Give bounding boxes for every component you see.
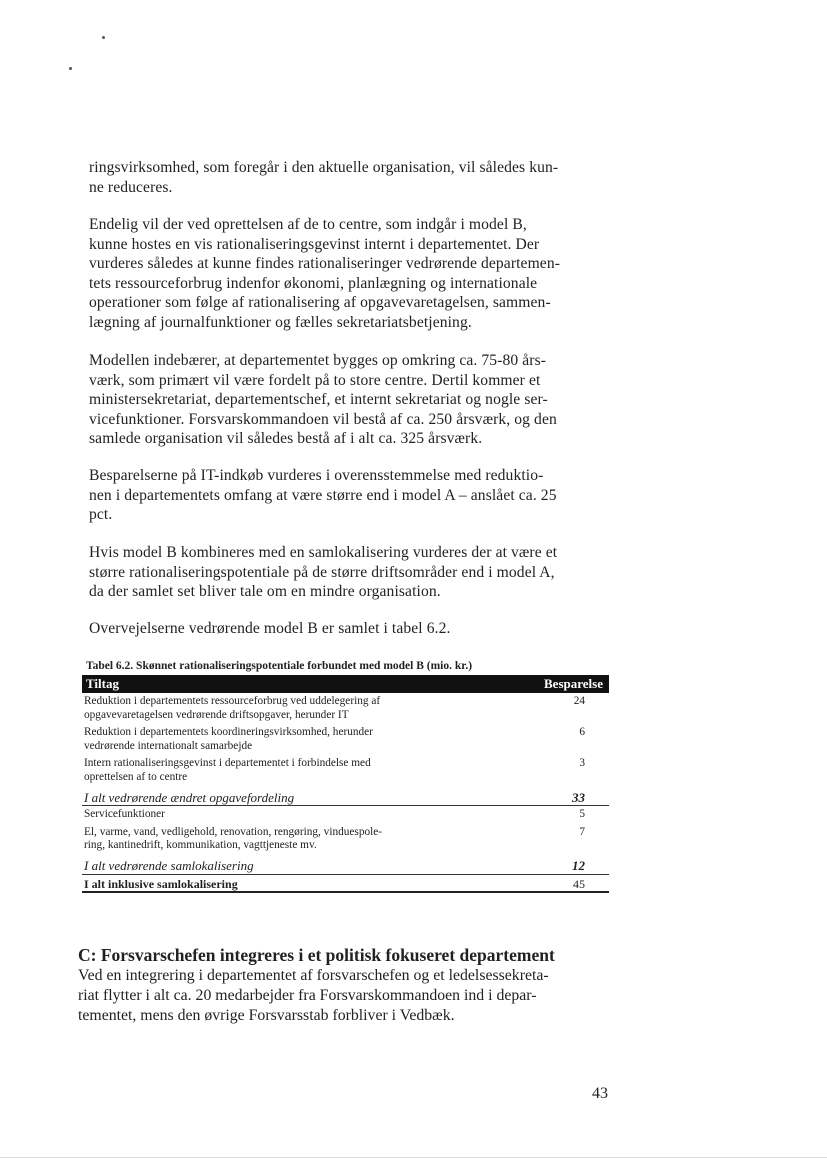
paragraph-2 [89, 215, 615, 333]
text-line: større rationaliseringspotentiale på de større driftsområder end i model A, [89, 563, 555, 581]
text-line: lægning af journalfunktioner og fælles sekretariatsbetjening. [89, 313, 472, 331]
row-value: 12 [499, 855, 609, 874]
text-line: tementet, mens den øvrige Forsvarsstab forbliver i Vedbæk. [78, 1007, 455, 1024]
row-label-line: Servicefunktioner [84, 808, 165, 821]
text-line: Ved en integrering i departementet af forsvarschefen og et ledelsessekreta- [78, 967, 549, 984]
row-label [82, 806, 499, 824]
row-label-line: opgavevaretagelsen vedrørende driftsopgaver, herunder IT [84, 708, 349, 721]
scan-speck [69, 67, 72, 70]
text-line: ministersekretariat, departementschef, et internt sekretariat og nogle ser- [89, 391, 548, 409]
row-label-line: vedrørende internationalt samarbejde [84, 739, 253, 752]
table-row [82, 806, 609, 824]
text-line: nen i departementets omfang at være større end i model A – anslået ca. 25 [89, 486, 557, 504]
row-label-line: ring, kantinedrift, kommunikation, vagttjeneste mv. [84, 839, 317, 852]
text-line: Overvejelserne vedrørende model B er samlet i tabel 6.2. [89, 620, 451, 637]
row-label-line: I alt vedrørende samlokalisering [84, 857, 254, 873]
text-line: tets ressourceforbrug indenfor økonomi, planlægning og internationale [89, 274, 538, 292]
text-line: da der samlet set bliver tale om en mindre organisation. [89, 583, 441, 601]
text-line: kunne hostes en vis rationaliseringsgevinst internt i departementet. Der [89, 235, 540, 253]
row-value: 6 [579, 726, 585, 739]
text-line: vicefunktioner. Forsvarskommandoen vil bestå af ca. 250 årsværk, og den [89, 410, 557, 428]
paragraph-6 [89, 619, 615, 639]
table-total-row [82, 874, 609, 892]
text-line: Modellen indebærer, at departementet bygges op omkring ca. 75-80 års- [89, 352, 547, 369]
row-label-line: I alt vedrørende ændret opgavefordeling [84, 789, 295, 805]
savings-table [82, 675, 609, 893]
text-line: pct. [89, 506, 113, 524]
column-header-measure: Tiltag [82, 675, 499, 693]
row-label [82, 824, 499, 855]
text-line: Endelig vil der ved oprettelsen af de to centre, som indgår i model B, [89, 216, 527, 233]
row-label [82, 724, 499, 755]
row-value: 24 [573, 695, 585, 707]
text-line: værk, som primært vil være fordelt på to store centre. Dertil kommer et [89, 371, 541, 389]
row-label-line: I alt inklusive samlokalisering [84, 876, 238, 891]
row-label [82, 755, 499, 786]
row-label [82, 787, 499, 806]
table-row [82, 693, 609, 724]
table-row [82, 755, 609, 786]
page-number: 43 [592, 1085, 608, 1102]
text-line: operationer som følge af rationalisering af opgavevaretagelsen, sammen- [89, 294, 551, 312]
text-line: riat flytter i alt ca. 20 medarbejder fra Forsvarskommandoen ind i depar- [78, 987, 537, 1004]
row-label-line: El, varme, vand, vedligehold, renovation, rengøring, vinduespole- [84, 825, 383, 838]
paragraph-3 [89, 351, 615, 449]
text-line: ne reduceres. [89, 178, 173, 196]
row-value: 5 [579, 808, 585, 821]
row-label [82, 855, 499, 874]
table-subtotal-row [82, 855, 609, 874]
paragraph-1 [89, 158, 615, 197]
row-value: 7 [579, 825, 585, 838]
paragraph-4 [89, 466, 615, 525]
row-label [82, 693, 499, 724]
text-line: samlede organisation vil således bestå af i alt ca. 325 årsværk. [89, 430, 483, 448]
row-value: 45 [499, 874, 609, 892]
row-value: 33 [499, 787, 609, 806]
text-line: Hvis model B kombineres med en samlokalisering vurderes der at være et [89, 544, 558, 561]
row-label-line: Intern rationaliseringsgevinst i departementet i forbindelse med [84, 757, 371, 770]
text-line: vurderes således at kunne findes rationaliseringer vedrørende departemen- [89, 255, 561, 273]
row-label-line: oprettelsen af to centre [84, 770, 188, 783]
row-value: 3 [579, 757, 585, 770]
table-header-row [82, 675, 609, 693]
page-edge-rule [0, 1157, 827, 1158]
table-caption: Tabel 6.2. Skønnet rationaliseringspotentiale forbundet med model B (mio. kr.) [86, 660, 473, 672]
section-paragraph [78, 966, 618, 1026]
row-label [82, 874, 499, 892]
text-line: Besparelserne på IT-indkøb vurderes i overensstemmelse med reduktio- [89, 467, 544, 484]
table-row [82, 724, 609, 755]
paragraph-5 [89, 543, 615, 602]
column-header-savings: Besparelse [499, 675, 609, 693]
section-heading: C: Forsvarschefen integreres i et politisk fokuseret departement [78, 945, 555, 965]
table-row [82, 824, 609, 855]
text-line: ringsvirksomhed, som foregår i den aktuelle organisation, vil således kun- [89, 159, 559, 176]
row-label-line: Reduktion i departementets koordineringsvirksomhed, herunder [84, 726, 373, 739]
row-label-line: Reduktion i departementets ressourceforbrug ved uddelegering af [84, 695, 381, 707]
scan-speck [102, 36, 105, 39]
table-subtotal-row [82, 787, 609, 806]
